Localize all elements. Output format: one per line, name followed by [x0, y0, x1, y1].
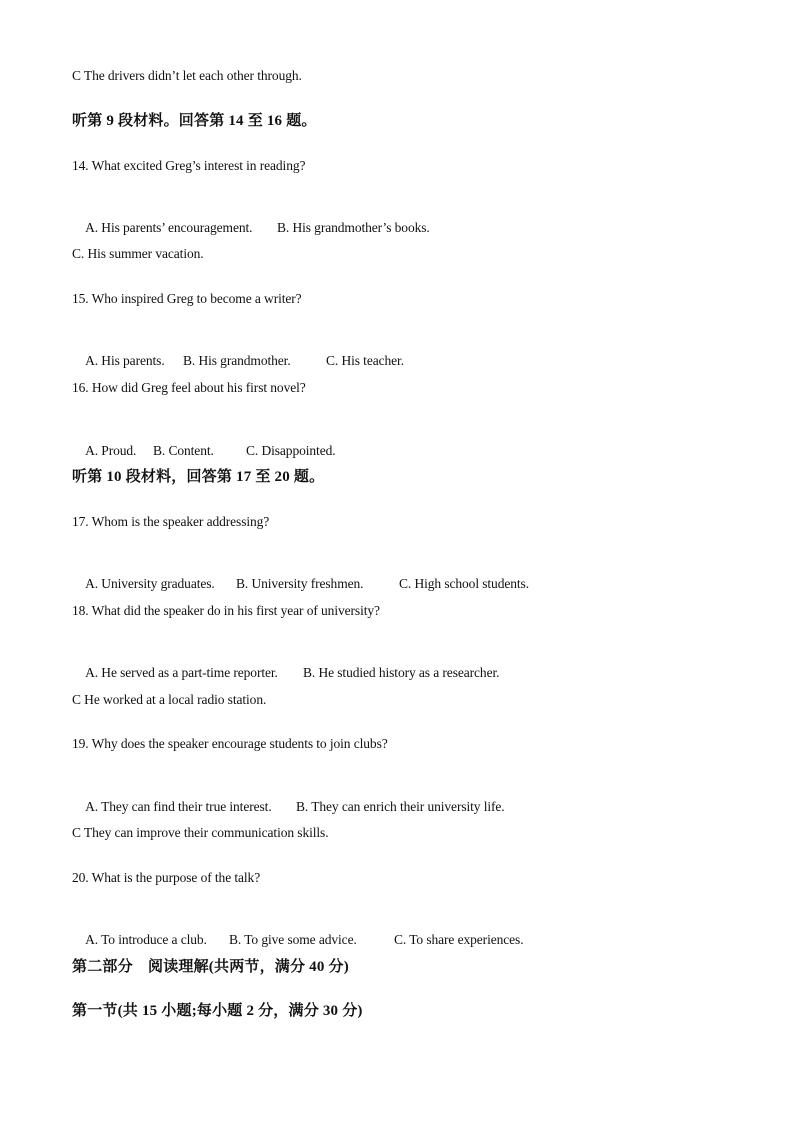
- question-15-option-b: B. His grandmother.: [183, 353, 291, 368]
- question-19-text: 19. Why does the speaker encourage students to join clubs?: [72, 736, 388, 751]
- question-18-option-c: C He worked at a local radio station.: [72, 692, 267, 707]
- section-one-heading: 第一节(共 15 小题;每小题 2 分，满分 30 分): [72, 1003, 363, 1019]
- question-20-option-c: C. To share experiences.: [394, 932, 524, 947]
- question-18-option-b: B. He studied history as a researcher.: [303, 665, 500, 680]
- question-16-text: 16. How did Greg feel about his first novel?: [72, 380, 306, 395]
- question-17-option-b: B. University freshmen.: [236, 576, 364, 591]
- question-19-option-a: A. They can find their true interest.: [85, 799, 272, 814]
- part-two-heading: 第二部分 阅读理解(共两节，满分 40 分): [72, 959, 349, 975]
- question-15-option-c: C. His teacher.: [326, 353, 404, 368]
- question-16-option-a: A. Proud.: [85, 443, 137, 458]
- question-14-option-b: B. His grandmother’s books.: [277, 220, 430, 235]
- question-14-option-c: C. His summer vacation.: [72, 246, 204, 261]
- question-14-option-a: A. His parents’ encouragement.: [85, 220, 253, 235]
- question-19-option-b: B. They can enrich their university life.: [296, 799, 505, 814]
- question-20-text: 20. What is the purpose of the talk?: [72, 870, 261, 885]
- question-17-text: 17. Whom is the speaker addressing?: [72, 514, 270, 529]
- question-14-text: 14. What excited Greg’s interest in reading?: [72, 158, 306, 173]
- question-16-option-b: B. Content.: [153, 443, 214, 458]
- question-17-option-a: A. University graduates.: [85, 576, 215, 591]
- question-18-option-a: A. He served as a part-time reporter.: [85, 665, 278, 680]
- section-heading-passage-10: 听第 10 段材料，回答第 17 至 20 题。: [72, 469, 325, 485]
- question-15-text: 15. Who inspired Greg to become a writer?: [72, 291, 302, 306]
- question-15-option-a: A. His parents.: [85, 353, 165, 368]
- question-16-option-c: C. Disappointed.: [246, 443, 336, 458]
- question-18-text: 18. What did the speaker do in his first year of university?: [72, 603, 380, 618]
- question-13-option-c: C The drivers didn’t let each other through.: [72, 68, 302, 83]
- question-20-option-b: B. To give some advice.: [229, 932, 357, 947]
- question-19-option-c: C They can improve their communication skills.: [72, 825, 329, 840]
- section-heading-passage-9: 听第 9 段材料。回答第 14 至 16 题。: [72, 113, 317, 129]
- question-20-option-a: A. To introduce a club.: [85, 932, 207, 947]
- question-17-option-c: C. High school students.: [399, 576, 529, 591]
